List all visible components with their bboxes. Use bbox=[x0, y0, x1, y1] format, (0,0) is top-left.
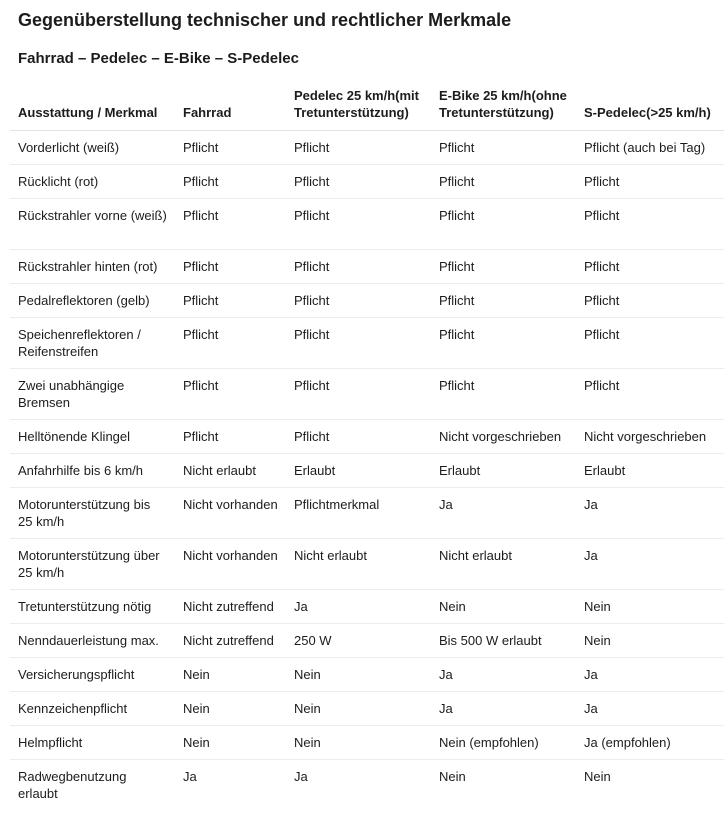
table-cell: Motorunterstützung über 25 km/h bbox=[10, 539, 175, 590]
table-cell: Nicht vorhanden bbox=[175, 488, 286, 539]
table-cell: Pflicht bbox=[431, 165, 576, 199]
table-cell: Erlaubt bbox=[431, 454, 576, 488]
table-cell: Ja (empfohlen) bbox=[576, 726, 724, 760]
table-cell: Nein bbox=[286, 726, 431, 760]
table-cell: Ja bbox=[576, 658, 724, 692]
table-cell: Pflicht bbox=[175, 369, 286, 420]
table-cell: Nicht erlaubt bbox=[175, 454, 286, 488]
table-cell: Pflicht bbox=[175, 165, 286, 199]
table-cell: Ja bbox=[576, 692, 724, 726]
table-row bbox=[10, 284, 724, 318]
page-subtitle: Fahrrad – Pedelec – E-Bike – S-Pedelec bbox=[18, 50, 299, 67]
table-cell: Pflicht bbox=[431, 250, 576, 284]
table-cell: Pflicht bbox=[175, 420, 286, 454]
table-cell: Nicht vorgeschrieben bbox=[576, 420, 724, 454]
table-cell: Pflicht bbox=[175, 199, 286, 250]
table-cell: Nicht erlaubt bbox=[286, 539, 431, 590]
table-cell: Pflicht bbox=[286, 420, 431, 454]
header-s-pedelec: S-Pedelec(>25 km/h) bbox=[576, 81, 724, 131]
table-cell: Rückstrahler vorne (weiß) bbox=[10, 199, 175, 250]
table-row bbox=[10, 131, 724, 165]
comparison-table bbox=[10, 81, 724, 810]
table-cell: Erlaubt bbox=[286, 454, 431, 488]
table-cell: Ja bbox=[431, 658, 576, 692]
table-cell: Pflicht bbox=[431, 199, 576, 250]
table-cell: Nein bbox=[175, 692, 286, 726]
table-row bbox=[10, 539, 724, 590]
table-cell: Nicht zutreffend bbox=[175, 590, 286, 624]
table-row bbox=[10, 369, 724, 420]
table-cell: Nein bbox=[576, 624, 724, 658]
table-row bbox=[10, 658, 724, 692]
table-cell: Pflicht bbox=[431, 318, 576, 369]
table-row bbox=[10, 692, 724, 726]
table-cell: Pflicht bbox=[431, 369, 576, 420]
table-cell: 250 W bbox=[286, 624, 431, 658]
table-cell: Nein bbox=[576, 590, 724, 624]
table-cell: Radwegbenutzung erlaubt bbox=[18, 769, 127, 801]
table-cell: Pflicht bbox=[286, 250, 431, 284]
table-cell: Nicht erlaubt bbox=[431, 539, 576, 590]
table-cell: Kennzeichenpflicht bbox=[10, 692, 175, 726]
header-ebike: E-Bike 25 km/h(ohne Tretunterstützung) bbox=[431, 81, 576, 131]
table-cell: Rücklicht (rot) bbox=[10, 165, 175, 199]
table-cell: Nein bbox=[175, 726, 286, 760]
header-fahrrad: Fahrrad bbox=[175, 81, 286, 131]
table-cell: Ja bbox=[431, 488, 576, 539]
table-row bbox=[10, 590, 724, 624]
table-cell: Ja bbox=[183, 769, 197, 784]
table-cell: Pflicht bbox=[175, 250, 286, 284]
table-cell: Pflicht bbox=[286, 318, 431, 369]
table-cell: Nein bbox=[286, 658, 431, 692]
table-cell: Bis 500 W erlaubt bbox=[431, 624, 576, 658]
table-cell: Pflichtmerkmal bbox=[286, 488, 431, 539]
table-cell: Pflicht bbox=[286, 284, 431, 318]
table-cell: Pflicht bbox=[431, 284, 576, 318]
table-cell: Pflicht bbox=[286, 165, 431, 199]
table-row bbox=[10, 420, 724, 454]
table-row bbox=[10, 454, 724, 488]
table-cell: Pflicht bbox=[286, 131, 431, 165]
table-cell: Nein bbox=[175, 658, 286, 692]
table-cell: Speichenreflektoren / Reifenstreifen bbox=[10, 318, 175, 369]
table-cell: Ja bbox=[576, 488, 724, 539]
table-row bbox=[10, 199, 724, 250]
table-cell: Helmpflicht bbox=[10, 726, 175, 760]
table-cell: Nein bbox=[584, 769, 611, 784]
table-cell: Versicherungspflicht bbox=[10, 658, 175, 692]
table-cell: Nein bbox=[431, 590, 576, 624]
table-cell: Nein bbox=[286, 692, 431, 726]
table-header-row bbox=[10, 81, 724, 131]
table-cell: Ja bbox=[286, 590, 431, 624]
table-cell: Pflicht bbox=[576, 284, 724, 318]
table-row bbox=[10, 488, 724, 539]
table-cell: Pflicht bbox=[175, 318, 286, 369]
table-cell: Vorderlicht (weiß) bbox=[10, 131, 175, 165]
table-cell: Pedalreflektoren (gelb) bbox=[10, 284, 175, 318]
table-row bbox=[10, 726, 724, 760]
table-cell: Pflicht bbox=[431, 131, 576, 165]
table-cell: Erlaubt bbox=[576, 454, 724, 488]
table-cell: Ja bbox=[576, 539, 724, 590]
table-cell: Pflicht bbox=[576, 199, 724, 250]
table-cell: Anfahrhilfe bis 6 km/h bbox=[10, 454, 175, 488]
table-cell: Nenndauerleistung max. bbox=[10, 624, 175, 658]
header-feature: Ausstattung / Merkmal bbox=[10, 81, 175, 131]
table-cell: Nein (empfohlen) bbox=[431, 726, 576, 760]
table-cell: Pflicht bbox=[175, 131, 286, 165]
table-cell: Pflicht bbox=[286, 369, 431, 420]
table-cell: Pflicht bbox=[576, 369, 724, 420]
table-row bbox=[10, 760, 724, 811]
table-cell: Nein bbox=[439, 769, 466, 784]
table-cell: Motorunterstützung bis 25 km/h bbox=[10, 488, 175, 539]
table-cell: Pflicht bbox=[175, 284, 286, 318]
table-cell: Pflicht bbox=[576, 165, 724, 199]
table-cell: Tretunterstützung nötig bbox=[10, 590, 175, 624]
table-row bbox=[10, 165, 724, 199]
table-row bbox=[10, 318, 724, 369]
table-cell: Zwei unabhängige Bremsen bbox=[10, 369, 175, 420]
table-cell: Ja bbox=[431, 692, 576, 726]
table-cell: Helltönende Klingel bbox=[10, 420, 175, 454]
table-cell: Nicht zutreffend bbox=[175, 624, 286, 658]
table-row bbox=[10, 624, 724, 658]
table-cell: Pflicht bbox=[286, 199, 431, 250]
header-pedelec: Pedelec 25 km/h(mit Tretunterstützung) bbox=[286, 81, 431, 131]
page-title: Gegenüberstellung technischer und rechtlicher Merkmale bbox=[18, 10, 512, 30]
table-row bbox=[10, 250, 724, 284]
table-cell: Nicht vorhanden bbox=[175, 539, 286, 590]
table-cell: Nicht vorgeschrieben bbox=[431, 420, 576, 454]
table-cell: Rückstrahler hinten (rot) bbox=[10, 250, 175, 284]
table-cell: Pflicht bbox=[576, 250, 724, 284]
table-cell: Ja bbox=[294, 769, 308, 784]
table-cell: Pflicht (auch bei Tag) bbox=[576, 131, 724, 165]
table-cell: Pflicht bbox=[576, 318, 724, 369]
